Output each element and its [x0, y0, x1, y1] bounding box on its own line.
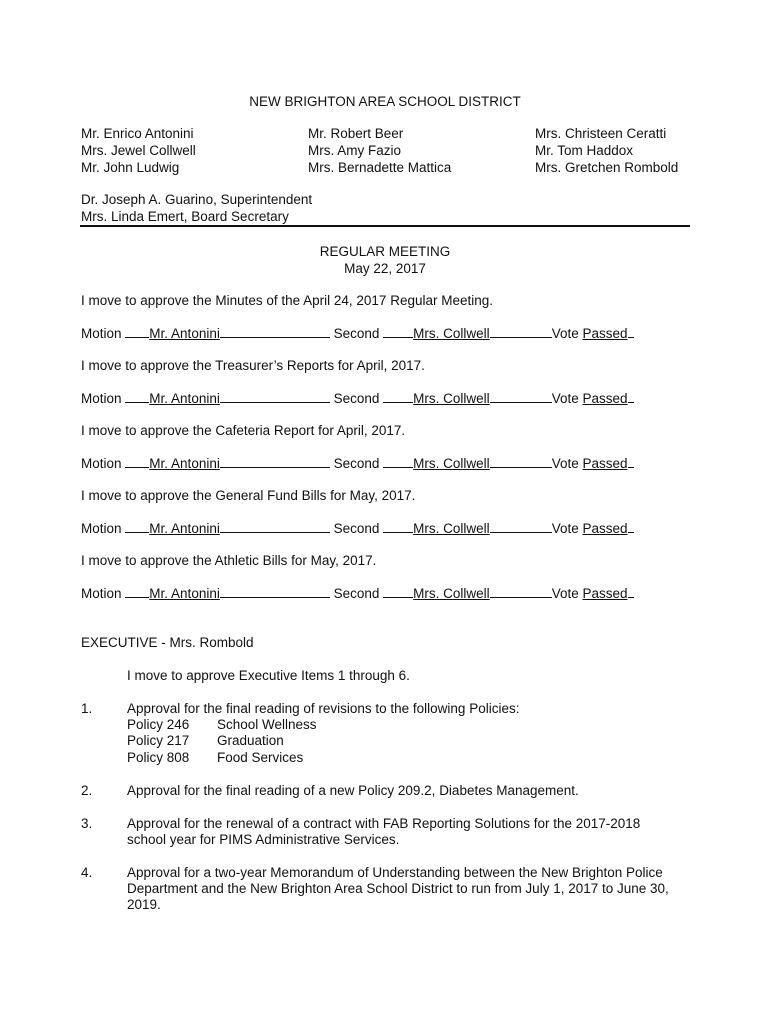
- item-number: 3.: [81, 816, 93, 831]
- motion-label: Motion: [81, 326, 122, 341]
- blank-line: [628, 585, 634, 598]
- motion-label: Motion: [81, 521, 122, 536]
- executive-intro: I move to approve Executive Items 1 through 6.: [127, 668, 410, 683]
- header-divider: [80, 225, 690, 227]
- policy-name: Graduation: [217, 733, 284, 748]
- motion-statement: I move to approve the Cafeteria Report for April, 2017.: [81, 423, 406, 438]
- blank-line: [220, 325, 330, 338]
- policy-name: School Wellness: [217, 717, 317, 732]
- board-secretary: Mrs. Linda Emert, Board Secretary: [81, 209, 289, 224]
- motion-statement: I move to approve the Minutes of the April 24, 2017 Regular Meeting.: [81, 293, 493, 308]
- mover-name: Mr. Antonini: [149, 391, 220, 406]
- blank-line: [125, 585, 149, 598]
- item-text: school year for PIMS Administrative Services.: [127, 832, 400, 847]
- policy-code: Policy 808: [127, 750, 190, 765]
- second-label: Second: [333, 521, 380, 536]
- motion-label: Motion: [81, 456, 122, 471]
- item-text: Approval for a two-year Memorandum of Understanding between the New Brighton Police: [127, 865, 663, 880]
- item-number: 1.: [81, 701, 93, 716]
- item-text: Approval for the final reading of a new Policy 209.2, Diabetes Management.: [127, 783, 579, 798]
- blank-line: [628, 325, 634, 338]
- board-member: Mr. Robert Beer: [308, 126, 404, 141]
- blank-line: [383, 325, 413, 338]
- motion-label: Motion: [81, 391, 122, 406]
- board-member: Mrs. Gretchen Rombold: [535, 160, 679, 175]
- item-number: 4.: [81, 865, 93, 880]
- motion-label: Motion: [81, 586, 122, 601]
- motion-statement: I move to approve the General Fund Bills for May, 2017.: [81, 488, 416, 503]
- blank-line: [490, 585, 552, 598]
- vote-label: Vote: [551, 521, 579, 536]
- board-member: Mrs. Christeen Ceratti: [535, 126, 667, 141]
- second-label: Second: [333, 586, 380, 601]
- vote-result: Passed: [582, 326, 628, 341]
- seconder-name: Mrs. Collwell: [413, 456, 490, 471]
- meeting-type: REGULAR MEETING: [319, 244, 451, 259]
- vote-result: Passed: [582, 391, 628, 406]
- vote-label: Vote: [551, 586, 579, 601]
- second-label: Second: [333, 326, 380, 341]
- board-member: Mr. Tom Haddox: [535, 143, 634, 158]
- mover-name: Mr. Antonini: [149, 326, 220, 341]
- vote-result: Passed: [582, 586, 628, 601]
- item-text: Approval for the final reading of revisions to the following Policies:: [127, 701, 520, 716]
- seconder-name: Mrs. Collwell: [413, 326, 490, 341]
- vote-label: Vote: [551, 391, 579, 406]
- item-text: Approval for the renewal of a contract with FAB Reporting Solutions for the 2017-2018: [127, 816, 641, 831]
- blank-line: [125, 520, 149, 533]
- motion-line: [81, 585, 634, 602]
- blank-line: [490, 455, 552, 468]
- board-member: Mr. John Ludwig: [81, 160, 180, 175]
- motion-line: [81, 455, 634, 472]
- blank-line: [490, 520, 552, 533]
- blank-line: [383, 390, 413, 403]
- meeting-date: May 22, 2017: [344, 261, 426, 276]
- seconder-name: Mrs. Collwell: [413, 391, 490, 406]
- item-text: 2019.: [127, 897, 161, 912]
- vote-label: Vote: [551, 456, 579, 471]
- item-text: Department and the New Brighton Area School District to run from July 1, 2017 to June 30,: [127, 881, 669, 896]
- motion-line: [81, 325, 634, 342]
- blank-line: [383, 455, 413, 468]
- blank-line: [125, 325, 149, 338]
- policy-code: Policy 217: [127, 733, 190, 748]
- policy-code: Policy 246: [127, 717, 190, 732]
- blank-line: [220, 390, 330, 403]
- second-label: Second: [333, 456, 380, 471]
- policy-name: Food Services: [217, 750, 304, 765]
- seconder-name: Mrs. Collwell: [413, 586, 490, 601]
- blank-line: [383, 520, 413, 533]
- mover-name: Mr. Antonini: [149, 521, 220, 536]
- second-label: Second: [333, 391, 380, 406]
- superintendent: Dr. Joseph A. Guarino, Superintendent: [81, 192, 313, 207]
- blank-line: [220, 455, 330, 468]
- board-member: Mrs. Bernadette Mattica: [308, 160, 452, 175]
- board-member: Mrs. Amy Fazio: [308, 143, 402, 158]
- blank-line: [125, 390, 149, 403]
- mover-name: Mr. Antonini: [149, 456, 220, 471]
- district-title: NEW BRIGHTON AREA SCHOOL DISTRICT: [249, 94, 521, 109]
- blank-line: [490, 390, 552, 403]
- executive-heading: EXECUTIVE - Mrs. Rombold: [81, 635, 254, 650]
- motion-line: [81, 520, 634, 537]
- blank-line: [490, 325, 552, 338]
- blank-line: [628, 390, 634, 403]
- motion-statement: I move to approve the Treasurer’s Reports for April, 2017.: [81, 358, 425, 373]
- vote-result: Passed: [582, 521, 628, 536]
- mover-name: Mr. Antonini: [149, 586, 220, 601]
- blank-line: [220, 585, 330, 598]
- motion-line: [81, 390, 634, 407]
- motion-statement: I move to approve the Athletic Bills for May, 2017.: [81, 553, 377, 568]
- item-number: 2.: [81, 783, 93, 798]
- board-member: Mrs. Jewel Collwell: [81, 143, 196, 158]
- blank-line: [383, 585, 413, 598]
- vote-label: Vote: [551, 326, 579, 341]
- seconder-name: Mrs. Collwell: [413, 521, 490, 536]
- vote-result: Passed: [582, 456, 628, 471]
- blank-line: [628, 520, 634, 533]
- blank-line: [125, 455, 149, 468]
- blank-line: [628, 455, 634, 468]
- board-member: Mr. Enrico Antonini: [81, 126, 194, 141]
- blank-line: [220, 520, 330, 533]
